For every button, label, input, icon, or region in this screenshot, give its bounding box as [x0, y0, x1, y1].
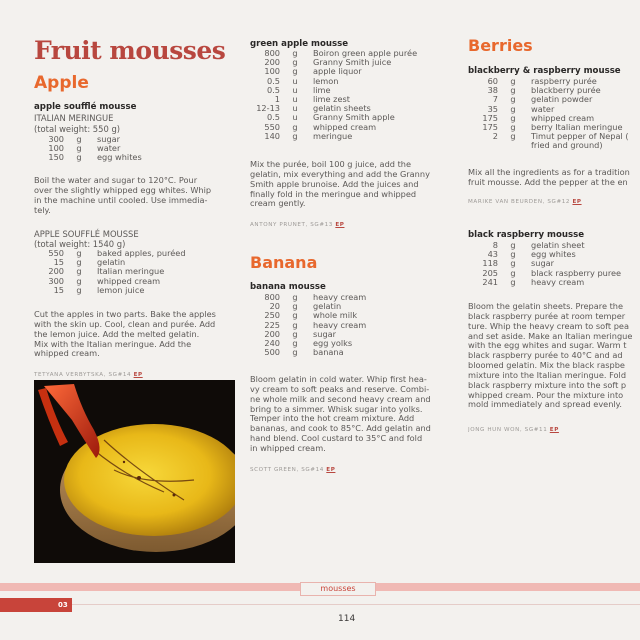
ingredient-name: egg whites [531, 249, 576, 260]
credit-ep-link[interactable]: EP [549, 427, 559, 433]
ingredient-quantity [468, 141, 498, 150]
ingredient-quantity: 15 [53, 257, 64, 268]
credit-author: TETYANA VERBYTSKA, SG#14 [34, 372, 132, 378]
subheading-apple-souffle-mousse: APPLE SOUFFLÉ MOUSSE [34, 229, 139, 239]
method-line: ture. Whip the heavy cream to soft pea [468, 320, 629, 331]
ingredient-name: whipped cream [97, 275, 161, 286]
ingredient-unit: g [510, 112, 516, 123]
method-line: Mix the purée, boil 100 g juice, add the [250, 159, 411, 169]
ingredient-unit: u [292, 93, 298, 104]
ingredient-unit: g [76, 152, 82, 163]
ingredient-name: lemon juice [97, 284, 145, 295]
ingredient-unit: g [292, 292, 298, 302]
ingredient-unit: g [510, 76, 516, 86]
ingredient-name: raspberry purée [531, 76, 597, 86]
ingredient-unit: g [510, 131, 516, 142]
credit-author: MARIKE VAN BEURDEN, SG#12 [468, 199, 571, 205]
ingredient-name: whole milk [313, 310, 358, 321]
ingredient-quantity: 0.5 [266, 75, 280, 86]
ingredient-quantity: 205 [482, 267, 498, 278]
ingredient-quantity: 300 [48, 134, 64, 144]
ingredient-quantity: 140 [264, 130, 280, 141]
ingredient-name: sugar [531, 258, 555, 269]
method-line: vy cream to soft peaks and reserve. Combi- [250, 383, 430, 394]
ingredient-unit: g [510, 276, 516, 287]
ingredient-quantity: 150 [48, 152, 64, 163]
ingredient-name: baked apples, puréed [97, 248, 186, 258]
ingredient-quantity: 43 [487, 249, 498, 260]
ingredient-name: egg whites [97, 152, 142, 163]
method-line: hand blend. Cool custard to 35°C and fold [250, 433, 423, 444]
ingredient-name: water [97, 143, 121, 154]
ingredient-unit: g [292, 301, 298, 312]
ingredient-row [468, 278, 621, 287]
ingredient-quantity: 241 [482, 276, 498, 287]
ingredient-name: water [531, 103, 555, 114]
ingredient-name: gelatin [313, 301, 342, 312]
ingredient-unit: g [292, 121, 298, 132]
method-line: ne whole milk and second heavy cream and [250, 393, 431, 404]
ingredient-list-green-apple [250, 49, 417, 141]
ingredient-unit: g [292, 319, 298, 330]
tart-illustration [34, 380, 235, 563]
ingredient-quantity: 500 [264, 347, 280, 358]
ingredient-name: sugar [97, 134, 121, 144]
ingredient-quantity: 800 [264, 48, 280, 58]
method-line: and set aside. Make an Italian meringue [468, 330, 633, 341]
tart-photo [34, 380, 235, 563]
recipe-title-banana: banana mousse [250, 282, 326, 292]
ingredient-quantity: 0.5 [266, 84, 280, 95]
ingredient-quantity: 550 [48, 248, 64, 258]
recipe-title-blackberry-raspberry: blackberry & raspberry mousse [468, 66, 621, 76]
method-line: Boil the water and sugar to 120°C. Pour [34, 175, 198, 185]
ingredient-quantity: 20 [269, 301, 280, 312]
method-line: finally fold in the meringue and whipped [250, 188, 417, 199]
ingredient-name: lime [313, 84, 331, 95]
ingredient-name: lime zest [313, 93, 350, 104]
method-line: over the slightly whipped egg whites. Whip [34, 184, 212, 195]
ingredient-quantity: 118 [482, 258, 498, 269]
ingredient-unit: g [292, 337, 298, 348]
ingredient-quantity: 800 [264, 292, 280, 302]
ingredient-row [250, 348, 366, 357]
ingredient-quantity: 60 [487, 76, 498, 86]
ingredient-name: Boiron green apple purée [313, 48, 418, 58]
page-title: Fruit mousses [34, 36, 226, 65]
subheading-italian-meringue: ITALIAN MERINGUE [34, 113, 114, 123]
method-line: mold immediately and spread evenly. [468, 399, 622, 410]
meringue-weight: (total weight: 550 g) [34, 124, 121, 134]
ingredient-name: banana [313, 347, 344, 358]
credit-author: SCOTT GREEN, SG#14 [250, 467, 324, 473]
ingredient-name: heavy cream [313, 319, 367, 330]
ingredient-list-black-raspberry [468, 241, 621, 287]
ingredient-unit: g [76, 266, 82, 277]
section-heading-banana: Banana [250, 253, 318, 272]
method-line: bloomed gelatin. Mix the black raspbe [468, 360, 625, 371]
ingredient-unit: u [292, 75, 298, 86]
chapter-tab: 03 [0, 598, 72, 612]
footer-section-label: mousses [300, 582, 376, 596]
ingredient-quantity: 225 [264, 319, 280, 330]
ingredient-quantity: 15 [53, 284, 64, 295]
ingredient-quantity: 200 [264, 328, 280, 339]
credit-ep-link[interactable]: EP [326, 467, 336, 473]
credit-apple [34, 372, 143, 379]
recipe-title-black-raspberry: black raspberry mousse [468, 230, 585, 240]
ingredient-quantity: 12-13 [256, 103, 280, 114]
ingredient-quantity: 35 [487, 103, 498, 114]
ingredient-unit: g [510, 249, 516, 260]
ingredient-unit: g [76, 275, 82, 286]
ingredient-quantity: 8 [492, 240, 498, 250]
ingredient-quantity: 1 [274, 93, 280, 104]
ingredient-unit: g [510, 85, 516, 96]
ingredient-unit: g [292, 130, 298, 141]
ingredient-list-meringue [34, 135, 142, 163]
method-line: with the egg whites and sugar. Warm t [468, 340, 627, 351]
method-meringue [34, 176, 211, 215]
method-line: in the machine until cooled. Use immedia- [34, 194, 208, 205]
ingredient-name: berry Italian meringue [531, 121, 623, 132]
ingredient-quantity: 175 [482, 112, 498, 123]
ingredient-name: heavy cream [531, 276, 585, 287]
ingredient-quantity: 300 [48, 275, 64, 286]
ingredient-list-banana [250, 293, 366, 357]
ingredient-unit: g [292, 328, 298, 339]
method-green-apple [250, 160, 430, 209]
ingredient-unit: u [292, 103, 298, 114]
ingredient-name: Granny Smith apple [313, 112, 395, 123]
ingredient-unit: g [292, 347, 298, 358]
ingredient-row [34, 153, 142, 162]
method-banana [250, 375, 431, 454]
method-line: cream gently. [250, 198, 306, 209]
ingredient-row [250, 293, 366, 302]
ingredient-quantity: 240 [264, 337, 280, 348]
credit-ep-link[interactable]: EP [133, 372, 143, 378]
ingredient-quantity: 2 [492, 131, 498, 142]
method-line: Mix with the Italian meringue. Add the [34, 338, 192, 349]
ingredient-unit: g [510, 103, 516, 114]
ingredient-name: gelatin powder [531, 94, 593, 105]
method-line: bananas, and cook to 85°C. Add gelatin and [250, 423, 431, 434]
method-line: Temper into the hot cream mixture. Add [250, 413, 415, 424]
ingredient-unit: g [76, 257, 82, 268]
recipe-title-green-apple: green apple mousse [250, 39, 349, 49]
section-heading-berries: Berries [468, 36, 533, 55]
method-black-raspberry [468, 302, 632, 410]
method-line: in whipped cream. [250, 442, 326, 453]
ingredient-name: Italian meringue [97, 266, 165, 277]
ingredient-row [34, 286, 186, 295]
credit-author: ANTONY PRUNET, SG#13 [250, 222, 333, 228]
credit-ep-link[interactable]: EP [572, 199, 582, 205]
method-line: whipped cream. [34, 348, 100, 359]
ingredient-name: whipped cream [531, 112, 595, 123]
credit-banana [250, 467, 335, 474]
ingredient-quantity: 550 [264, 121, 280, 132]
credit-green-apple [250, 222, 344, 229]
ingredient-quantity: 250 [264, 310, 280, 321]
method-line: whipped cream. Pour the mixture into [468, 389, 624, 400]
ingredient-name: sugar [313, 328, 337, 339]
ingredient-name: fried and ground) [531, 140, 603, 151]
ingredient-unit: g [510, 258, 516, 269]
method-line: fruit mousse. Add the pepper at the en [468, 176, 628, 187]
method-line: mixture into the Italian meringue. Fold [468, 369, 627, 380]
ingredient-unit: g [76, 284, 82, 295]
ingredient-name: apple liquor [313, 66, 362, 77]
ingredient-name: gelatin sheet [531, 240, 585, 250]
ingredient-name: heavy cream [313, 292, 367, 302]
method-line: black raspberry purée at room temper [468, 310, 626, 321]
recipe-title-apple-souffle: apple soufflé mousse [34, 102, 137, 112]
method-line: Bloom the gelatin sheets. Prepare the [468, 301, 624, 311]
ingredient-unit: g [292, 66, 298, 77]
ingredient-unit: g [76, 143, 82, 154]
ingredient-name: lemon [313, 75, 339, 86]
method-line: Smith apple brunoise. Add the juices and [250, 178, 419, 189]
footer-divider [72, 604, 640, 605]
method-line: Bloom gelatin in cold water. Whip first hea- [250, 374, 427, 384]
ingredient-unit: g [292, 57, 298, 68]
ingredient-unit: u [292, 112, 298, 123]
ingredient-list-blackberry [468, 77, 629, 151]
ingredient-row [250, 132, 417, 141]
ingredient-unit: g [76, 134, 82, 144]
ingredient-unit: g [76, 248, 82, 258]
ingredient-name: meringue [313, 130, 353, 141]
ingredient-quantity: 200 [48, 266, 64, 277]
method-line: black raspberry mixture into the soft p [468, 379, 627, 390]
ingredient-quantity: 175 [482, 121, 498, 132]
method-line: Cut the apples in two parts. Bake the apples [34, 309, 216, 319]
ingredient-quantity: 0.5 [266, 112, 280, 123]
ingredient-quantity: 100 [264, 66, 280, 77]
method-blackberry [468, 168, 630, 188]
credit-ep-link[interactable]: EP [335, 222, 345, 228]
ingredient-quantity: 38 [487, 85, 498, 96]
ingredient-unit [498, 141, 528, 150]
ingredient-name: black raspberry puree [531, 267, 622, 278]
ingredient-name: Granny Smith juice [313, 57, 392, 68]
ingredient-quantity: 200 [264, 57, 280, 68]
method-line: Mix all the ingredients as for a tradition [468, 167, 630, 177]
page-number: 114 [338, 614, 356, 624]
method-line: with the skin up. Cool, clean and purée. Add [34, 318, 216, 329]
method-line: the lemon juice. Add the melted gelatin. [34, 328, 200, 339]
section-heading-apple: Apple [34, 73, 89, 93]
ingredient-name: blackberry purée [531, 85, 601, 96]
ingredient-unit: g [510, 240, 516, 250]
method-line: black raspberry purée to 40°C and ad [468, 350, 623, 361]
ingredient-unit: g [292, 310, 298, 321]
method-line: gelatin, mix everything and add the Granny [250, 168, 430, 179]
method-line: tely. [34, 204, 51, 215]
ingredient-row [468, 141, 629, 150]
ingredient-list-apple-mousse [34, 249, 186, 295]
method-apple-mousse [34, 310, 216, 359]
credit-blackberry [468, 199, 582, 206]
ingredient-name: Timut pepper of Nepal ( [531, 131, 629, 142]
mousse-weight: (total weight: 1540 g) [34, 239, 126, 249]
ingredient-name: whipped cream [313, 121, 377, 132]
ingredient-name: gelatin sheets [313, 103, 371, 114]
credit-black-raspberry [468, 427, 559, 434]
ingredient-unit: g [292, 48, 298, 58]
ingredient-name: egg yolks [313, 337, 353, 348]
ingredient-quantity: 100 [48, 143, 64, 154]
ingredient-unit: g [510, 267, 516, 278]
ingredient-quantity: 7 [492, 94, 498, 105]
ingredient-unit: g [510, 94, 516, 105]
column-right [468, 0, 640, 600]
credit-author: JONG HUN WON, SG#11 [468, 427, 548, 433]
ingredient-unit: u [292, 84, 298, 95]
ingredient-name: gelatin [97, 257, 126, 268]
ingredient-unit: g [510, 121, 516, 132]
method-line: bring to a simmer. Whisk sugar into yolks. [250, 403, 423, 414]
